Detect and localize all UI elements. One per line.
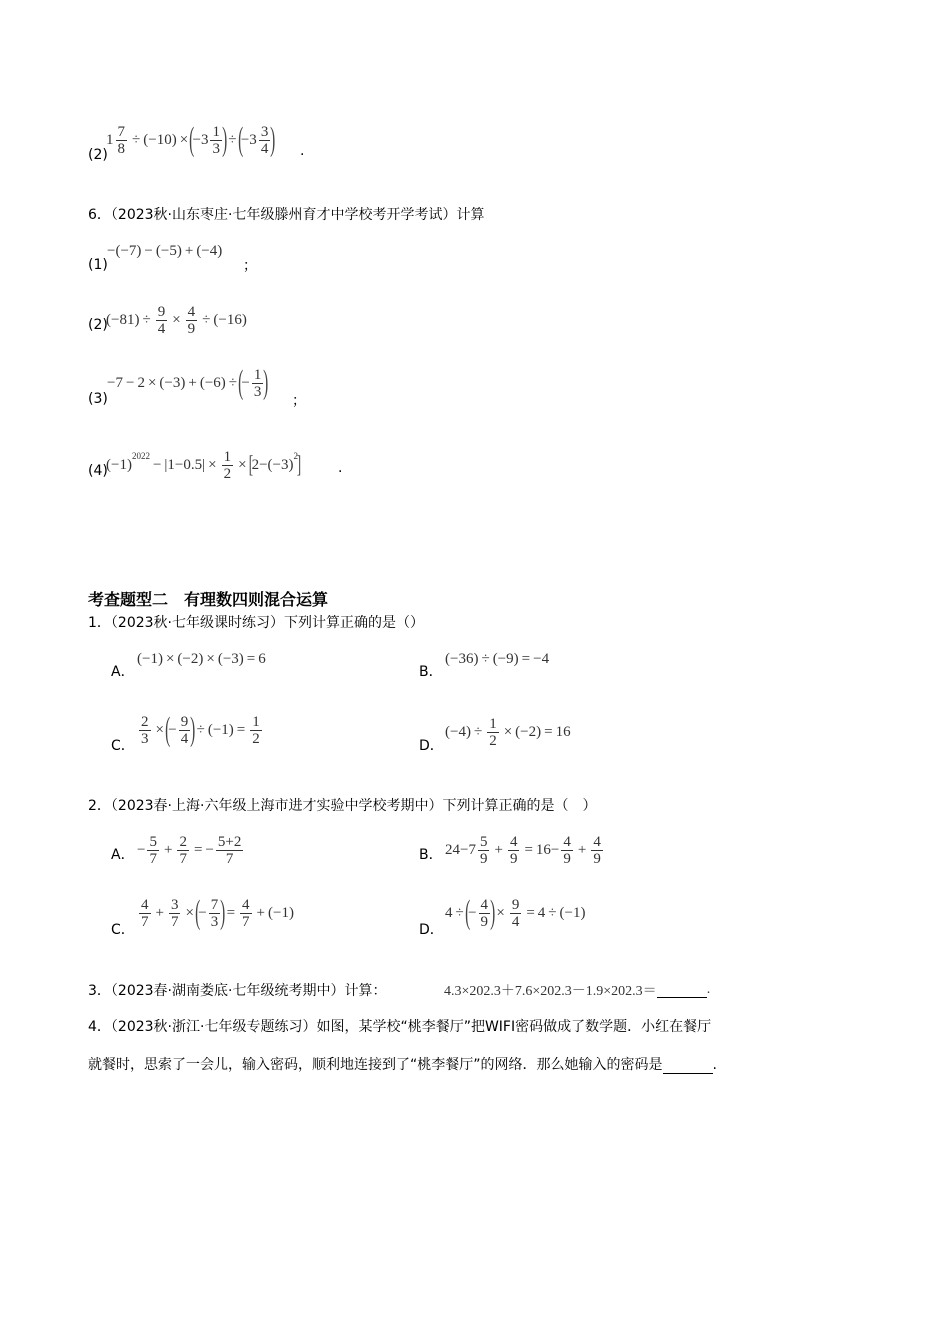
q1-number: 1． [88,615,111,631]
q3-number: 3． [88,983,111,999]
q6-part1-end: ； [243,258,257,274]
q6-part3-label: (3) [88,391,108,407]
q1-option-d-expression: (−4) ÷ $\frac{1}{2}$ × (−2) = 16 [445,715,571,749]
q6-number: 6． [88,207,111,223]
q6-part4-expression: (−1) 2022 − |1−0.5| × $\frac{1}{2}$ × [ 2−(−3) 2 ] [106,448,302,482]
q6-part1-expression: −(−7) − (−5) + (−4) [107,242,223,259]
q4-line2 [88,1056,717,1074]
q6-part4-end: . [338,460,343,476]
q2-option-a-expression: − $\frac{5}{7}$ + $\frac{2}{7}$ = − $\frac{5+2}{7}$ [137,833,242,867]
q2-option-b-label: B． [419,847,443,863]
q3-stem [88,982,386,1000]
q5-part2-end: . [300,143,305,159]
q6-part1-label: (1) [88,257,108,273]
q1-option-b-label: B． [419,664,443,680]
q4-line1 [88,1018,711,1036]
q2-number: 2． [88,798,111,814]
q3-expression-text: 4.3×202.3＋7.6×202.3－1.9×202.3＝ [444,984,657,999]
q1-stem [88,614,424,632]
q2-option-b-expression: 24−7 $\frac{5}{9}$ + $\frac{4}{9}$ = 16− $\frac{4}{9}$ + $\frac{4}{9}$ [445,833,601,867]
q4-end: . [712,1057,717,1073]
q2-stem [88,797,596,815]
q1-option-c-label: C． [111,738,135,754]
q2-stem-text: （2023春·上海·六年级上海市进才实验中学校考期中）下列计算正确的是（ ） [110,798,597,814]
q5-part2-label: (2) [88,147,108,163]
q2-option-d-label: D． [419,922,444,938]
q4-line2-text: 就餐时，思索了一会儿，输入密码，顺利地连接到了“桃李餐厅”的网络．那么她输入的密码是 [88,1057,663,1073]
q6-stem-text: （2023秋·山东枣庄·七年级滕州育才中学校考开学考试）计算 [110,207,485,223]
q6-part3-end: ； [292,393,306,409]
q1-stem-text: （2023秋·七年级课时练习）下列计算正确的是（） [110,615,424,631]
q6-part3-expression: −7 − 2 × (−3) + (−6) ÷ ( − $\frac{1}{3}$ ) [107,364,269,401]
q3-expression [444,980,710,1000]
q6-part4-label: (4) [88,463,108,479]
q5-part2-expression: 1 $\frac{7}{8}$ ÷ (−10) × ( −3 $\frac{1}{3}$ ) ÷ ( −3 $\frac{3}{4}$ ) [106,121,276,158]
q3-answer-blank[interactable] [657,983,707,998]
q2-option-c-label: C． [111,922,135,938]
q2-option-d-expression: 4 ÷ ( − $\frac{4}{9}$ ) × $\frac{9}{4}$ = 4 ÷ (−1) [445,894,586,931]
q6-part2-label: (2) [88,317,108,333]
q1-option-a-label: A． [111,664,135,680]
q3-stem-text: （2023春·湖南娄底·七年级统考期中）计算： [110,983,387,999]
q1-option-c-expression: $\frac{2}{3}$ × ( − $\frac{9}{4}$ ) ÷ (−1) = $\frac{1}{2}$ [141,711,260,748]
q3-end: . [706,982,711,997]
q2-option-c-expression: $\frac{4}{7}$ + $\frac{3}{7}$ × ( − $\frac{7}{3}$ ) = $\frac{4}{7}$ + (−1) [141,894,294,931]
q6-stem [88,206,484,224]
q1-option-d-label: D． [419,738,444,754]
q4-answer-blank[interactable] [663,1059,713,1074]
q2-option-a-label: A． [111,847,135,863]
section-title: 考查题型二 有理数四则混合运算 [88,590,329,609]
q1-option-b-expression: (−36) ÷ (−9) = −4 [445,650,550,667]
q4-number: 4． [88,1019,111,1035]
q6-part2-expression: (−81) ÷ $\frac{9}{4}$ × $\frac{4}{9}$ ÷ (−16) [106,303,247,337]
q1-option-a-expression: (−1) × (−2) × (−3) = 6 [137,650,266,667]
q4-line1-text: （2023秋·浙江·七年级专题练习）如图，某学校“桃李餐厅”把WIFI密码做成了数学题．小红在餐厅 [110,1019,712,1035]
